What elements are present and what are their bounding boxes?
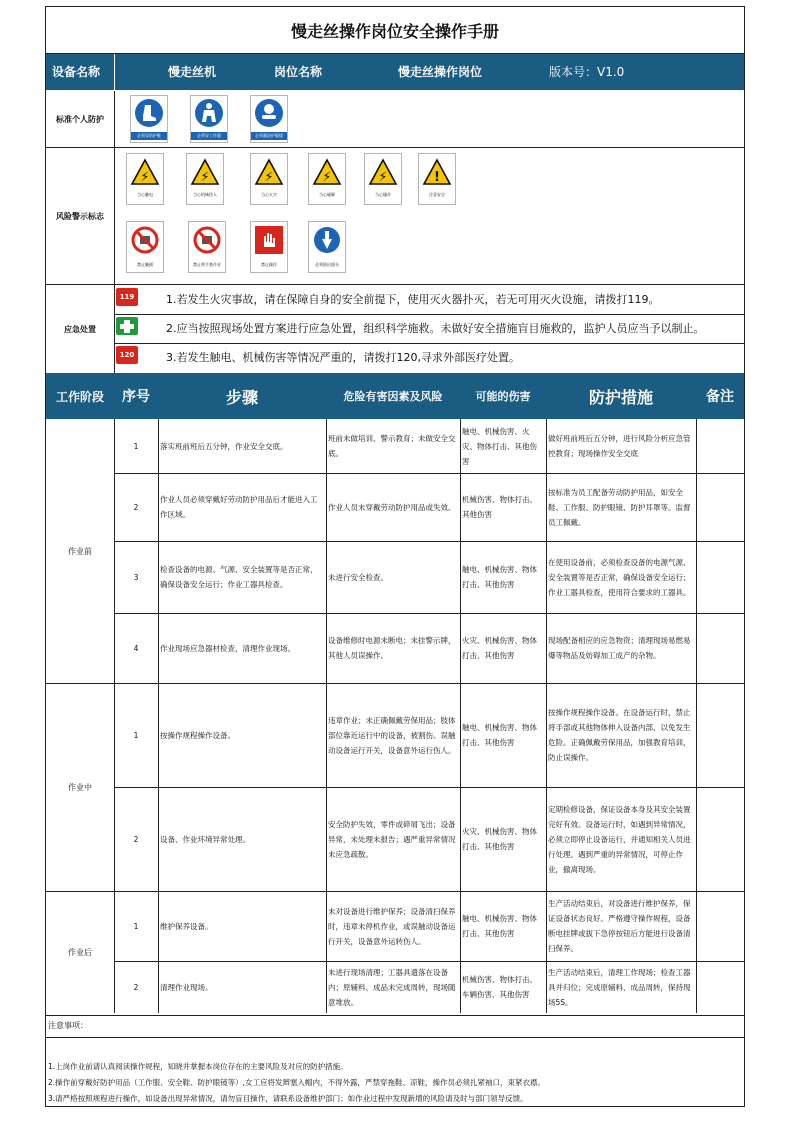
- hazard-text-value: 违章作业；未正确佩戴劳保用品；肢体部位靠近运行中的设备，被割伤。误触动设备运行开关，设备意外运行伤人。: [328, 715, 456, 755]
- column-divider: [460, 419, 461, 1013]
- step-text: [158, 787, 326, 891]
- hazard-text: [326, 613, 460, 683]
- warning-sign: [186, 153, 224, 205]
- step-no: [114, 787, 158, 891]
- hazard-text: [326, 473, 460, 541]
- step-no: [114, 541, 158, 613]
- hazard-text-value: 安全防护失效，零件或碎屑飞出；设备异常，未处理未报告；遇严重异常情况未应急疏散。: [328, 819, 456, 859]
- step-no: [114, 613, 158, 683]
- warning-sign: [364, 153, 402, 205]
- emergency-119-icon: 119: [116, 288, 138, 306]
- warning-triangle-icon: [130, 158, 160, 186]
- harm-text: [460, 541, 546, 613]
- stage-label: 作业后: [68, 947, 92, 957]
- hazard-text: [326, 683, 460, 787]
- harm-text-value: 机械伤害、物体打击、车辆伤害、其他伤害: [462, 975, 537, 999]
- sign-caption: 必须穿工作服: [191, 132, 227, 140]
- column-divider: [546, 419, 547, 1013]
- prohibition-icon: [130, 225, 160, 255]
- sign-caption: 当心机械伤人: [193, 192, 217, 197]
- warning-triangle-icon: [190, 158, 220, 186]
- step-text-value: 维护保养设备。: [160, 921, 213, 931]
- harm-text: [460, 683, 546, 787]
- harm-text-value: 触电、机械伤害、物体打击、其他伤害: [462, 565, 537, 589]
- column-divider: [114, 419, 115, 1013]
- svg-text:!: !: [434, 170, 440, 185]
- step-text: [158, 419, 326, 473]
- measure-text-value: 生产活动结束后，对设备进行维护保养，保证设备状态良好。严格遵守操作规程，设备断电挂牌或拔下急停按钮后方能进行设备清扫保养。: [548, 899, 691, 953]
- sign-caption: 当心触电: [137, 192, 153, 197]
- mandatory-suit-icon: [194, 98, 224, 128]
- hazard-text-value: 未进行安全检查。: [328, 572, 388, 582]
- sign-caption: 必须戴防护眼镜: [251, 132, 287, 140]
- warning-triangle-icon: [254, 158, 284, 186]
- step-no: [114, 891, 158, 961]
- warning-triangle-icon: [368, 158, 398, 186]
- sign-caption: 当心碰脚: [319, 192, 335, 197]
- measure-text: [546, 787, 696, 891]
- measure-text: [546, 473, 696, 541]
- emergency-item: [114, 343, 744, 372]
- emergency-label: 应急处置: [46, 285, 115, 373]
- measure-text: [546, 541, 696, 613]
- step-no-value: 1: [133, 921, 139, 931]
- sign-caption: 禁止触摸: [137, 262, 153, 267]
- prohibition-icon: [192, 225, 222, 255]
- harm-text-value: 火灾、机械伤害、物体打击、其他伤害: [462, 636, 537, 660]
- info-divider: [114, 54, 115, 90]
- column-divider: [158, 419, 159, 1013]
- mandatory-boot-icon: [134, 98, 164, 128]
- note-item: 1.上岗作业前请认真阅读操作规程，知晓并掌握本岗位存在的主要风险及对应的防护措施。: [48, 1062, 348, 1071]
- column-divider: [326, 419, 327, 1013]
- measure-text: [546, 613, 696, 683]
- row-divider: [46, 147, 744, 148]
- emergency-item: [114, 285, 744, 315]
- hazard-text-value: 作业人员未穿戴劳动防护用品或失效。: [328, 502, 456, 512]
- hazard-text-value: 未对设备进行维护保养；设备清扫保养时，违章未停机作业，或误触动设备运行开关，设备意外运转伤人。: [328, 906, 456, 946]
- device-value: 慢走丝机: [168, 65, 217, 79]
- measure-text-value: 按操作规程操作设备。在设备运行时，禁止将手部或其他物体伸入设备内部，以免发生危险。正确佩戴劳保用品，加强教育培训，防止误操作。: [548, 708, 691, 762]
- step-no: [114, 419, 158, 473]
- warning-sign: [418, 153, 456, 205]
- step-text: [158, 613, 326, 683]
- harm-text-value: 触电、机械伤害、物体打击、其他伤害: [462, 914, 537, 938]
- hazard-text: [326, 419, 460, 473]
- step-no-value: 2: [133, 834, 139, 844]
- ppe-suit-sign: [190, 95, 228, 143]
- svg-text:⚡: ⚡: [264, 170, 274, 185]
- step-text: [158, 473, 326, 541]
- harm-text: [460, 613, 546, 683]
- harm-text-value: 触电、机械伤害、火灾、物体打击、其他伤害: [462, 426, 537, 466]
- warning-sign: [126, 153, 164, 205]
- mandatory-goggle-icon: [254, 98, 284, 128]
- harm-text: [460, 891, 546, 961]
- measure-text-value: 现场配备相应的应急物资；清理现场易燃易爆等物品及妨碍加工成产的杂物。: [548, 636, 691, 660]
- emergency-first-aid-icon: [116, 317, 138, 335]
- step-text: [158, 961, 326, 1013]
- hazard-text: [326, 541, 460, 613]
- ppe-boot-sign: [130, 95, 168, 143]
- hazard-text: [326, 891, 460, 961]
- version-label: 版本号：V1.0: [549, 65, 625, 79]
- step-no-value: 2: [133, 502, 139, 512]
- emergency-item: [114, 314, 744, 344]
- svg-text:⚡: ⚡: [140, 170, 150, 185]
- header-no: 序号: [122, 389, 150, 405]
- step-no-value: 1: [133, 441, 139, 451]
- table-bottom-line: [46, 1015, 744, 1016]
- step-text-value: 按操作规程操作设备。: [160, 730, 235, 740]
- notes-title: 注意事项：: [48, 1021, 88, 1030]
- sign-caption: 当心火灾: [261, 192, 277, 197]
- column-divider: [696, 419, 697, 1013]
- stage-label: 作业中: [68, 782, 92, 792]
- measure-text-value: 定期检修设备，保证设备本身及其安全装置完好有效。设备运行时，如遇到异常情况，必须立即停止设备运行，并通知相关人员进行处理。遇到严重的异常情况，可停止作业，撤离现场。: [548, 804, 691, 874]
- measure-text-value: 做好班前班后五分钟，进行风险分析应急管控教育；现场操作安全交底: [548, 434, 691, 458]
- step-text: [158, 683, 326, 787]
- svg-text:⚡: ⚡: [322, 170, 332, 185]
- step-text-value: 作业现场应急器材检查，清理作业现场。: [160, 643, 295, 653]
- table-header: [46, 373, 744, 419]
- measure-text: [546, 891, 696, 961]
- emergency-text: 2.应当按照现场处置方案进行应急处置，组织科学施救。未做好安全措施盲目施救的，监护人员应当予以制止。: [166, 322, 705, 335]
- warning-sign: [250, 153, 288, 205]
- warning-triangle-icon: [312, 158, 342, 186]
- step-text-value: 作业人员必须穿戴好劳动防护用品后才能进入工作区域。: [160, 495, 318, 519]
- post-label: 岗位名称: [274, 65, 323, 79]
- header-step: 步骤: [225, 387, 258, 407]
- step-no-value: 4: [133, 643, 139, 653]
- sign-caption: 必须拔出插头: [315, 262, 339, 267]
- header-measure: 防护措施: [588, 387, 653, 407]
- harm-text-value: 机械伤害、物体打击、其他伤害: [462, 495, 537, 519]
- prohibition-sign: [250, 221, 288, 273]
- step-text: [158, 891, 326, 961]
- header-remark: 备注: [706, 389, 734, 405]
- emergency-120-icon: 120: [116, 346, 138, 364]
- prohibition-sign: [188, 221, 226, 273]
- warning-sign: [308, 153, 346, 205]
- harm-text: [460, 787, 546, 891]
- notes-divider: [46, 1037, 744, 1038]
- header-stage: 工作阶段: [55, 389, 104, 404]
- sign-caption: 必须穿防护鞋: [131, 132, 167, 140]
- measure-text-value: 生产活动结束后，清理工作现场；检查工器具并归位；完成原辅料、成品周转，保持现场5S。: [548, 967, 691, 1007]
- header-hazard: 危险有害因素及风险: [343, 390, 443, 403]
- prohibition-sign: [126, 221, 164, 273]
- svg-text:⚡: ⚡: [378, 170, 388, 185]
- sign-caption: 禁止操作: [261, 262, 277, 267]
- step-text: [158, 541, 326, 613]
- header-harm: 可能的伤害: [475, 390, 531, 403]
- step-no-value: 1: [133, 730, 139, 740]
- step-text-value: 落实班前班后五分钟，作业安全交底。: [160, 441, 288, 451]
- harm-text-value: 触电、机械伤害、物体打击、其他伤害: [462, 723, 537, 747]
- emergency-text: 1.若发生火灾事故，请在保障自身的安全前提下，使用灭火器扑灭，若无可用灭火设施，请拨打119。: [166, 293, 660, 306]
- ppe-label: 标准个人防护: [46, 91, 115, 147]
- step-no: [114, 473, 158, 541]
- harm-text-value: 火灾、机械伤害、物体打击、其他伤害: [462, 827, 537, 851]
- harm-text: [460, 419, 546, 473]
- measure-text: [546, 961, 696, 1013]
- note-item: 2.操作前穿戴好防护用品（工作服、安全鞋、防护眼镜等）,女工应将发辫塞入帽内，不得外露，严禁穿拖鞋、凉鞋，操作员必须扎紧袖口，束紧衣襟。: [48, 1078, 546, 1087]
- hazard-text-value: 设备维修时电源未断电；未挂警示牌，其他人员误操作。: [328, 636, 456, 660]
- step-text-value: 清理作业现场。: [160, 982, 213, 992]
- harm-text: [460, 961, 546, 1013]
- prohibition-icon: [254, 225, 284, 255]
- sign-caption: 当心爆炸: [375, 192, 391, 197]
- warning-triangle-icon: [422, 158, 452, 186]
- ppe-goggle-sign: [250, 95, 288, 143]
- note-item: 3.请严格按照规程进行操作，如设备出现异常情况，请勿盲目操作，请联系设备维护部门；如作业过程中发现新增的风险请及时与部门领导反馈。: [48, 1094, 528, 1103]
- hazard-text: [326, 961, 460, 1013]
- hazard-text-value: 班前未做培训、警示教育；未做安全交底。: [328, 434, 456, 458]
- unplug-icon: [312, 225, 342, 255]
- post-value: 慢走丝操作岗位: [398, 65, 483, 79]
- measure-text-value: 按标准为员工配备劳动防护用品，如安全鞋、工作服、防护眼镜、防护耳罩等。监督员工佩戴。: [548, 487, 691, 527]
- svg-text:⚡: ⚡: [200, 170, 210, 185]
- measure-text: [546, 419, 696, 473]
- page-title: 慢走丝操作岗位安全操作手册: [46, 7, 744, 54]
- mandatory-sign: [308, 221, 346, 273]
- step-no: [114, 961, 158, 1013]
- hazard-text: [326, 787, 460, 891]
- device-label: 设备名称: [52, 65, 101, 79]
- step-no-value: 2: [133, 982, 139, 992]
- step-text-value: 检查设备的电源、气源、安全装置等是否正常，确保设备安全运行；作业工器具检查。: [160, 565, 318, 589]
- safety-manual-sheet: [45, 6, 745, 1107]
- harm-text: [460, 473, 546, 541]
- step-text-value: 设备、作业环境异常处理。: [160, 834, 250, 844]
- sign-caption: 注意安全: [429, 192, 445, 197]
- emergency-text: 3.若发生触电、机械伤害等情况严重的，请拨打120,寻求外部医疗处置。: [166, 351, 520, 364]
- step-no: [114, 683, 158, 787]
- risk-label: 风险警示标志: [46, 148, 115, 284]
- stage-label: 作业前: [68, 546, 92, 556]
- step-no-value: 3: [133, 572, 139, 582]
- hazard-text-value: 未进行现场清理；工器具遗落在设备内；原辅料、成品未完成周转，现场随意堆放。: [328, 967, 456, 1007]
- sign-caption: 禁止带手套作业: [193, 262, 221, 267]
- device-info-bar: [46, 54, 744, 90]
- measure-text: [546, 683, 696, 787]
- measure-text-value: 在使用设备前，必须检查设备的电源气源、安全装置等是否正常，确保设备安全运行；作业工器具检查，使用符合要求的工器具。: [548, 557, 691, 597]
